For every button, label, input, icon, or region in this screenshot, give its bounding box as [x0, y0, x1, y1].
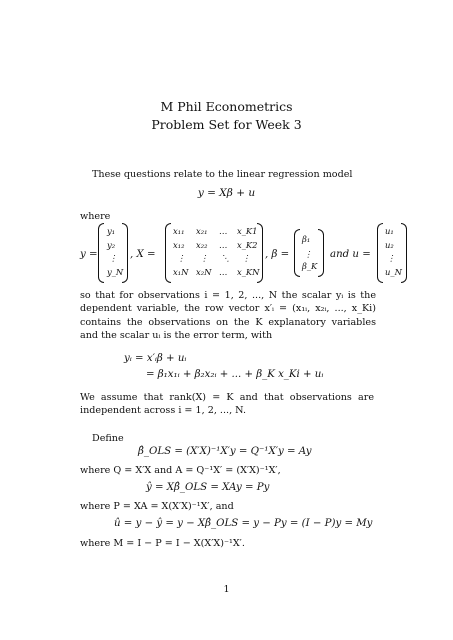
- beta-vec-1: β₁: [302, 234, 311, 244]
- where-P: where P = XA = X(X′X)⁻¹X′, and: [80, 501, 234, 512]
- X-r2c1: x₁₂: [173, 240, 185, 250]
- u-label: and u =: [330, 249, 371, 260]
- X-r1c1: x₁₁: [173, 226, 185, 236]
- X-r4c1: x₁N: [173, 267, 189, 277]
- X-r1c2: x₂₁: [196, 226, 208, 236]
- eq-yi-line2: = β₁x₁ᵢ + β₂x₂ᵢ + ... + β_K x_Ki + uᵢ: [146, 369, 324, 380]
- y-vec-3: ⋮: [109, 253, 118, 263]
- X-label: , X =: [130, 249, 156, 260]
- define-label: Define: [92, 433, 124, 444]
- X-right-paren: [257, 223, 263, 283]
- beta-vec-3: β_K: [302, 261, 318, 271]
- page-number: 1: [223, 584, 230, 595]
- beta-left-paren: [294, 229, 300, 277]
- X-r1c4: x_K1: [237, 226, 258, 236]
- title-line-2: Problem Set for Week 3: [151, 117, 302, 132]
- beta-label: , β =: [265, 249, 290, 260]
- y-label: y =: [80, 249, 98, 260]
- where-Q-A: where Q = X′X and A = Q⁻¹X′ = (X′X)⁻¹X′,: [80, 465, 281, 476]
- X-r3c2: ⋮: [200, 253, 209, 263]
- beta-right-paren: [318, 229, 324, 277]
- X-left-paren: [165, 223, 171, 283]
- y-vec-2: y₂: [107, 240, 116, 250]
- eq-beta-ols: β̂_OLS = (X′X)⁻¹X′y = Q⁻¹X′y = Ay: [138, 446, 312, 457]
- title-line-1: M Phil Econometrics: [160, 99, 293, 114]
- X-r4c4: x_KN: [237, 267, 260, 277]
- u-vec-3: ⋮: [387, 253, 396, 263]
- X-r4c2: x₂N: [196, 267, 212, 277]
- X-r4c3: …: [219, 267, 228, 277]
- intro-text: These questions relate to the linear regression model: [92, 169, 353, 180]
- X-r2c4: x_K2: [237, 240, 258, 250]
- where-label: where: [80, 211, 111, 222]
- model-equation: y = Xβ + u: [197, 187, 256, 199]
- y-left-paren: [98, 223, 104, 283]
- beta-vec-2: ⋮: [304, 249, 313, 259]
- X-r2c2: x₂₂: [196, 240, 208, 250]
- y-vec-4: y_N: [107, 267, 124, 277]
- X-r3c3: ⋱: [221, 253, 230, 263]
- u-vec-1: u₁: [385, 226, 394, 236]
- u-left-paren: [377, 223, 383, 283]
- y-right-paren: [122, 223, 128, 283]
- y-vec-1: y₁: [107, 226, 116, 236]
- eq-yhat: ŷ = Xβ̂_OLS = XAy = Py: [146, 482, 270, 493]
- u-right-paren: [401, 223, 407, 283]
- X-r3c1: ⋮: [177, 253, 186, 263]
- u-vec-2: u₂: [385, 240, 394, 250]
- where-M: where M = I − P = I − X(X′X)⁻¹X′.: [80, 538, 245, 549]
- eq-uhat: û = y − ŷ = y − Xβ̂_OLS = y − Py = (I − P)y = My: [114, 518, 373, 529]
- paragraph-assumption: We assume that rank(X) = K and that observations are independent across i = 1, 2, ..., N.: [80, 392, 374, 417]
- u-vec-4: u_N: [385, 267, 402, 277]
- X-r2c3: …: [219, 240, 228, 250]
- paragraph-observations: so that for observations i = 1, 2, ..., N the scalar yᵢ is the dependent variable, the row vector x′ᵢ = (x₁ᵢ, x₂ᵢ, ..., x_Ki) contains the observations on the K explanatory variables and the scalar uᵢ is the error term, with: [80, 290, 376, 342]
- X-r3c4: ⋮: [242, 253, 251, 263]
- X-r1c3: …: [219, 226, 228, 236]
- eq-yi-line1: yᵢ = x′ᵢβ + uᵢ: [124, 353, 187, 364]
